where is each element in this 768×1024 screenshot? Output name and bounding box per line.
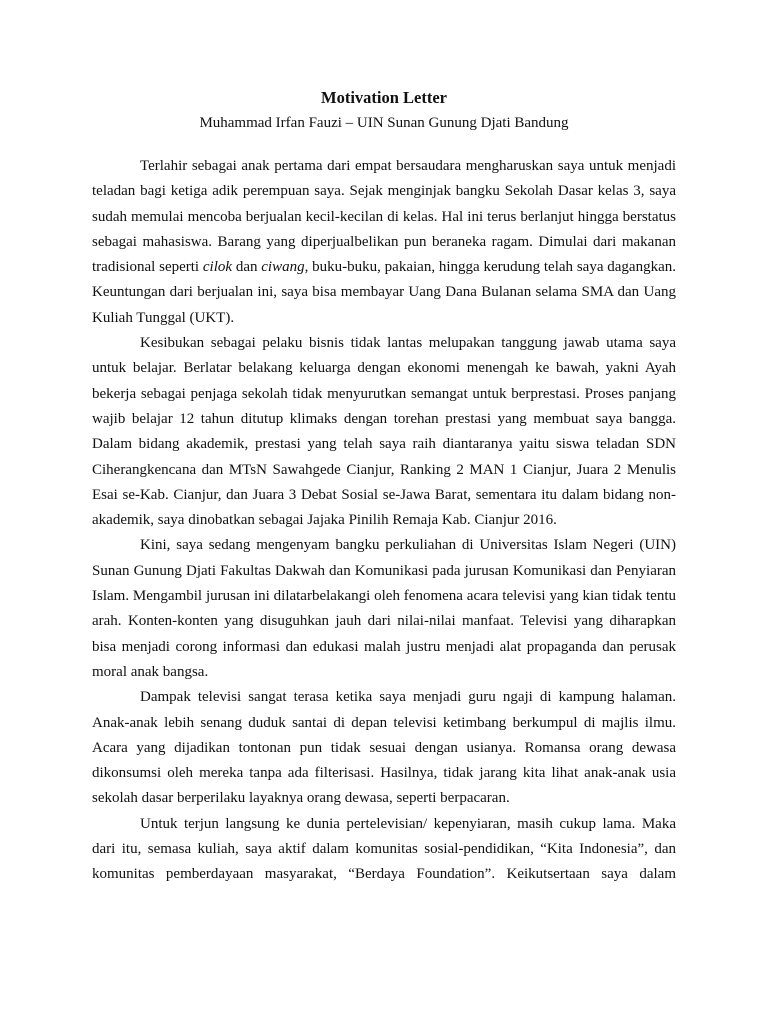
letter-title: Motivation Letter <box>321 88 447 107</box>
italic-term: ciwang <box>261 259 305 276</box>
text-run: , buku-buku, pakaian, hingga kerudung telah saya dagangkan. Keuntungan dari berjualan ini, saya bisa membayar Uang Dana Bulanan selama SMA dan Uang Kuliah Tunggal (UKT). <box>92 259 676 326</box>
text-run: Kini, saya sedang mengenyam bangku perkuliahan di Universitas Islam Negeri (UIN) Sunan Gunung Djati Fakultas Dakwah dan Komunikasi pada jurusan Komunikasi dan Penyiaran Islam. Mengambil jurusan ini dilatarbelakangi oleh fenomena acara televisi yang kian tidak tentu arah. Konten-konten yang disuguhkan jauh dari nilai-nilai manfaat. Televisi yang diharapkan bisa menjadi corong informasi dan edukasi malah justru menjadi alat propaganda dan perusak moral anak bangsa. <box>92 537 676 680</box>
italic-term: cilok <box>202 259 233 276</box>
author-line: Muhammad Irfan Fauzi – UIN Sunan Gunung Djati Bandung <box>199 115 569 131</box>
paragraph <box>92 154 676 331</box>
text-run: Dampak televisi sangat terasa ketika saya menjadi guru ngaji di kampung halaman. Anak-anak lebih senang duduk santai di depan televisi ketimbang berkumpul di majlis ilmu. Acara yang dijadikan tontonan pun tidak sesuai dengan usianya. Romansa orang dewasa dikonsumsi oleh mereka tanpa ada filterisasi. Hasilnya, tidak jarang kita lihat anak-anak usia sekolah dasar berperilaku layaknya orang dewasa, seperti berpacaran. <box>92 689 676 807</box>
text-run: dan <box>232 259 262 276</box>
letter-body <box>92 154 676 888</box>
paragraph <box>92 685 676 811</box>
text-run: Untuk terjun langsung ke dunia pertelevisian/ kepenyiaran, masih cukup lama. Maka dari itu, semasa kuliah, saya aktif dalam komunitas sosial-pendidikan, “Kita Indonesia”, dan komunitas pemberdayaan masyarakat, “Berdaya Foundation”. Keikutsertaan saya dalam <box>92 815 676 883</box>
paragraph <box>92 812 676 888</box>
text-run: Kesibukan sebagai pelaku bisnis tidak lantas melupakan tanggung jawab utama saya untuk belajar. Berlatar belakang keluarga dengan ekonomi menengah ke bawah, yakni Ayah bekerja sebagai penjaga sekolah tidak menyurutkan semangat untuk berprestasi. Proses panjang wajib belajar 12 tahun ditutup klimaks dengan torehan prestasi yang membuat saya bangga. Dalam bidang akademik, prestasi yang telah saya raih diantaranya yaitu siswa teladan SDN Ciherangkencana dan MTsN Sawahgede Cianjur, Ranking 2 MAN 1 Cianjur, Juara 2 Menulis Esai se-Kab. Cianjur, dan Juara 3 Debat Sosial se-Jawa Barat, sementara itu dalam bidang non-akademik, saya dinobatkan sebagai Jajaka Pinilih Remaja Kab. Cianjur 2016. <box>92 335 676 529</box>
text-run: Terlahir sebagai anak pertama dari empat bersaudara mengharuskan saya untuk menjadi teladan bagi ketiga adik perempuan saya. Sejak menginjak bangku Sekolah Dasar kelas 3, saya sudah memulai mencoba berjualan kecil-kecilan di kelas. Hal ini terus berlanjut hingga berstatus sebagai mahasiswa. Barang yang diperjualbelikan pun beraneka ragam. Dimulai dari makanan tradisional seperti <box>92 158 676 276</box>
paragraph <box>92 533 676 685</box>
paragraph <box>92 331 676 533</box>
